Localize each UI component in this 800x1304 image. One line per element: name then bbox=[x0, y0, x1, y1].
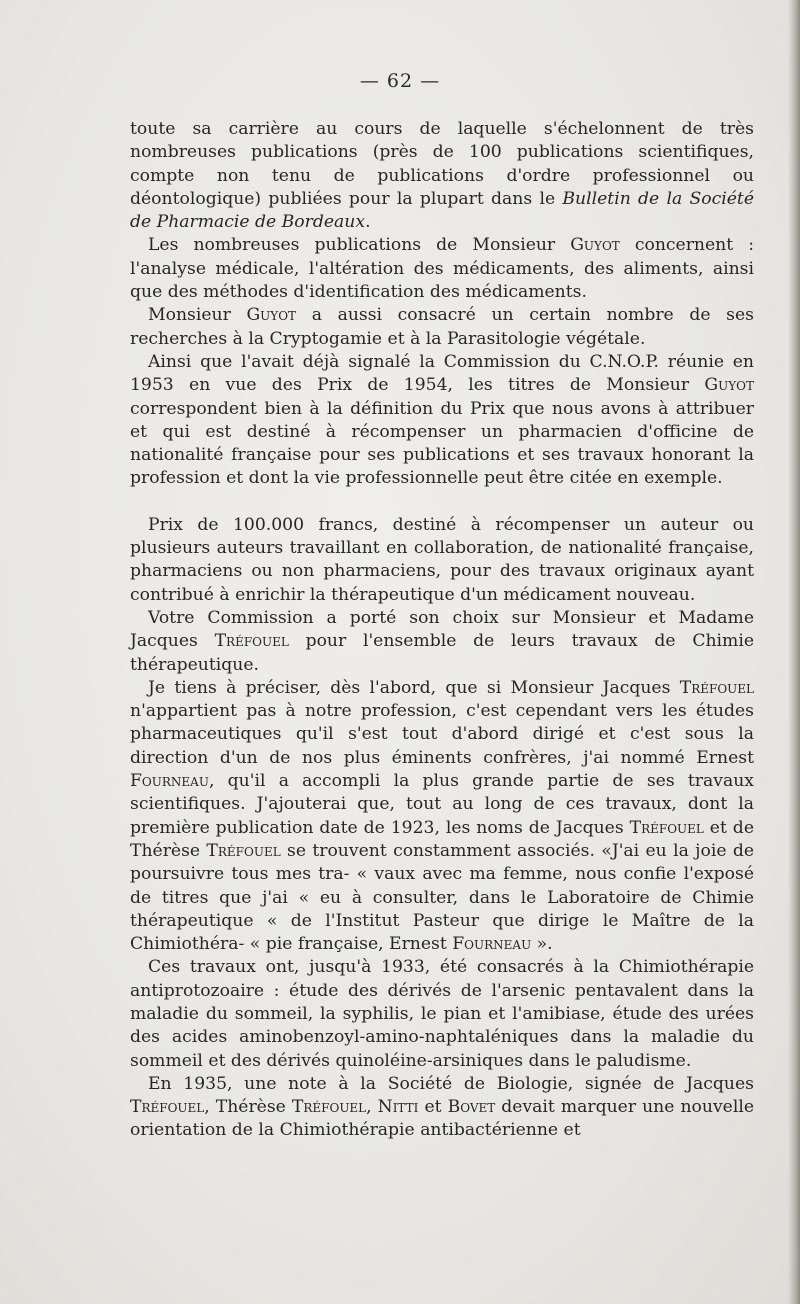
text-run: toute sa carrière au cours de laquelle s'échelonnent de très nombreuses publications (près de 100 publications scientifiques, compte non tenu de publications d'ordre professionnel ou déontologique) publiées pour la plupart dans le bbox=[130, 119, 754, 209]
text-run: n'appartient pas à notre profession, c'est cependant vers les études pharmaceutiques qu'il s'est tout d'abord dirigé et c'est sous la direction d'un de nos plus éminents confrères, j'ai nommé Ernest bbox=[130, 701, 754, 768]
paragraph-5 bbox=[130, 514, 754, 607]
text-run: pour l'ensemble de leurs travaux de Chimie thérapeutique. bbox=[130, 631, 754, 675]
text-run: concernent : l'analyse médicale, l'altération des médicaments, des aliments, ainsi que des méthodes d'identification des médicaments. bbox=[130, 235, 754, 303]
person-name: Guyot bbox=[570, 235, 620, 256]
person-name: Tréfouel bbox=[629, 817, 704, 838]
page-edge-shadow bbox=[788, 0, 800, 1304]
person-name: Guyot bbox=[246, 305, 297, 326]
person-name: Fourneau bbox=[452, 934, 532, 955]
text-run: se trouvent constamment associés. «J'ai eu la joie de poursuivre tous mes tra- « vaux avec ma femme, nous confie l'exposé de titres que j'ai « eu à consulter, dans le Laboratoire de Chimie thérapeutique « de l'Institut Pasteur que dirige le Maître de la Chimiothéra- « pie française, Ernest bbox=[130, 840, 754, 955]
person-name: Tréfouel bbox=[206, 840, 281, 861]
text-run: ». bbox=[531, 934, 553, 955]
person-name: Tréfouel bbox=[214, 631, 289, 652]
paragraph-3 bbox=[130, 304, 754, 351]
body-text bbox=[130, 118, 754, 1143]
journal-title: Bulletin de la Société de Pharmacie de Bordeaux bbox=[130, 188, 754, 233]
text-run: et bbox=[418, 1097, 448, 1118]
text-run: , qu'il a accompli la plus grande partie de ses travaux scientifiques. J'ajouterai que, tout au long de ces travaux, dont la première publication date de 1923, les noms de Jacques bbox=[130, 771, 754, 838]
text-run: correspondent bien à la définition du Prix que nous avons à attribuer et qui est destiné à récompenser un pharmacien d'officine de nationalité française pour ses publications et ses travaux honorant la profession et dont la vie professionnelle peut être citée en exemple. bbox=[130, 398, 754, 489]
paragraph-6 bbox=[130, 607, 754, 677]
text-run: Monsieur bbox=[148, 305, 247, 326]
person-name: Tréfouel bbox=[130, 1097, 205, 1118]
paragraph-2 bbox=[130, 234, 754, 304]
text-run: a aussi consacré un certain nombre de ses recherches à la Cryptogamie et à la Parasitologie végétale. bbox=[130, 305, 754, 349]
text-run: Votre Commission a porté son choix sur Monsieur et Madame Jacques bbox=[130, 607, 754, 652]
text-run: Ainsi que l'avait déjà signalé la Commission du C.N.O.P. réunie en 1953 en vue des Prix de 1954, les titres de Monsieur bbox=[130, 351, 754, 396]
paragraph-7 bbox=[130, 677, 754, 957]
person-name: Guyot bbox=[704, 375, 754, 396]
text-run: et de Thérèse bbox=[130, 817, 754, 861]
text-run: Je tiens à préciser, dès l'abord, que si Monsieur Jacques bbox=[148, 677, 680, 698]
person-name: Nitti bbox=[377, 1097, 419, 1118]
person-name: Bovet bbox=[447, 1097, 496, 1118]
paragraph-1 bbox=[130, 118, 754, 234]
paragraph-9 bbox=[130, 1073, 754, 1143]
person-name: Tréfouel bbox=[291, 1097, 367, 1118]
text-run: , Thérèse bbox=[204, 1097, 292, 1118]
text-run: Prix de 100.000 francs, destiné à récompenser un auteur ou plusieurs auteurs travaillant en collaboration, de nationalité française, pharmaciens ou non pharmaciens, pour des travaux originaux ayant contribué à enrichir la thérapeutique d'un médicament nouveau. bbox=[130, 514, 754, 605]
text-run: Les nombreuses publications de Monsieur bbox=[148, 235, 571, 256]
text-run: En 1935, une note à la Société de Biologie, signée de Jacques bbox=[148, 1073, 754, 1094]
person-name: Tréfouel bbox=[679, 677, 754, 698]
person-name: Fourneau bbox=[130, 771, 209, 792]
text-run: , bbox=[366, 1097, 378, 1118]
paragraph-8 bbox=[130, 956, 754, 1072]
text-run: Ces travaux ont, jusqu'à 1933, été consacrés à la Chimiothérapie antiprotozoaire : étude des dérivés de l'arsenic pentavalent dans la maladie du sommeil, la syphilis, le pian et l'amibiase, étude des urées des acides aminobenzoyl-amino-naphtaléniques dans la maladie du sommeil et des dérivés quinoléine-arsiniques dans le paludisme. bbox=[130, 957, 754, 1071]
text-run: . bbox=[365, 212, 371, 233]
text-run: devait marquer une nouvelle orientation de la Chimiothérapie antibactérienne et bbox=[130, 1097, 754, 1141]
paragraph-4 bbox=[130, 351, 754, 491]
page-number: — 62 — bbox=[359, 70, 441, 92]
